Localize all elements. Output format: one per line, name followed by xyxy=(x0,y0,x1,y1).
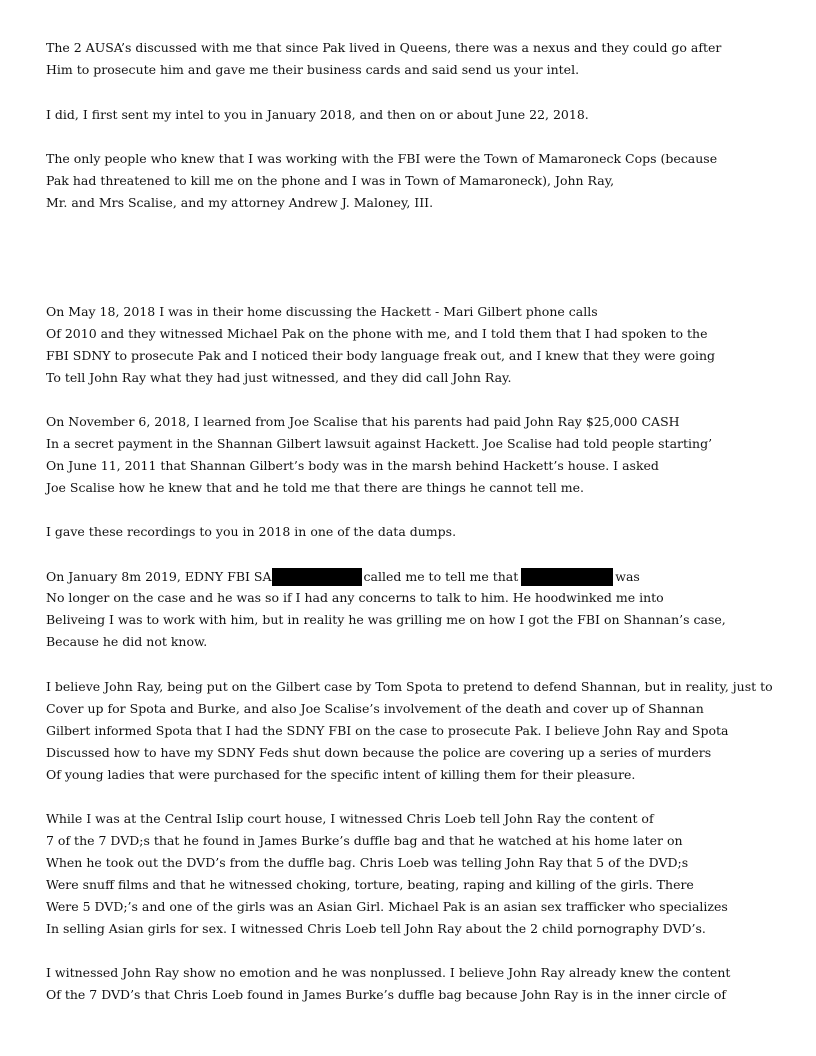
text-fragment: On January 8m 2019, EDNY FBI SA xyxy=(46,569,272,584)
text-line: Of the 7 DVD’s that Chris Loeb found in James Burke’s duffle bag because John Ray is in the inner circle of xyxy=(46,987,727,1002)
text-line: In selling Asian girls for sex. I witnessed Chris Loeb tell John Ray about the 2 child pornography DVD’s. xyxy=(46,921,706,936)
text-line: I gave these recordings to you in 2018 in one of the data dumps. xyxy=(46,524,457,539)
text-line: Discussed how to have my SDNY Feds shut down because the police are covering up a series of murders xyxy=(46,745,712,760)
text-line-with-redactions xyxy=(46,568,640,584)
text-line: Were snuff films and that he witnessed choking, torture, beating, raping and killing of the girls. There xyxy=(46,877,694,892)
text-fragment: was xyxy=(615,569,640,584)
text-line: While I was at the Central Islip court house, I witnessed Chris Loeb tell John Ray the content of xyxy=(46,811,654,826)
text-line: Him to prosecute him and gave me their business cards and said send us your intel. xyxy=(46,62,580,77)
redaction-block xyxy=(272,568,362,586)
text-line: In a secret payment in the Shannan Gilbert lawsuit against Hackett. Joe Scalise had told people starting’ xyxy=(46,436,713,451)
text-line: FBI SDNY to prosecute Pak and I noticed their body language freak out, and I knew that they were going xyxy=(46,348,716,363)
text-line: I witnessed John Ray show no emotion and he was nonplussed. I believe John Ray already knew the content xyxy=(46,965,731,980)
text-line: I believe John Ray, being put on the Gilbert case by Tom Spota to pretend to defend Shannan, but in reality, just to xyxy=(46,679,773,694)
text-line: Joe Scalise how he knew that and he told me that there are things he cannot tell me. xyxy=(46,480,585,495)
text-line: Of young ladies that were purchased for the specific intent of killing them for their pleasure. xyxy=(46,767,636,782)
text-line: Pak had threatened to kill me on the phone and I was in Town of Mamaroneck), John Ray, xyxy=(46,173,615,188)
text-line: I did, I first sent my intel to you in January 2018, and then on or about June 22, 2018. xyxy=(46,107,589,122)
text-line: On November 6, 2018, I learned from Joe Scalise that his parents had paid John Ray $25,000 CASH xyxy=(46,414,680,429)
text-fragment: called me to tell me that xyxy=(363,569,519,584)
text-line: Beliveing I was to work with him, but in reality he was grilling me on how I got the FBI on Shannan’s case, xyxy=(46,612,726,627)
text-line: Of 2010 and they witnessed Michael Pak on the phone with me, and I told them that I had spoken to the xyxy=(46,326,708,341)
text-line: 7 of the 7 DVD;s that he found in James Burke’s duffle bag and that he watched at his home later on xyxy=(46,833,683,848)
text-line: To tell John Ray what they had just witnessed, and they did call John Ray. xyxy=(46,370,512,385)
text-line: Because he did not know. xyxy=(46,634,208,649)
text-line: No longer on the case and he was so if I had any concerns to talk to him. He hoodwinked me into xyxy=(46,590,664,605)
text-line: Mr. and Mrs Scalise, and my attorney Andrew J. Maloney, III. xyxy=(46,195,434,210)
text-line: The only people who knew that I was working with the FBI were the Town of Mamaroneck Cops (because xyxy=(46,151,718,166)
text-line: On May 18, 2018 I was in their home discussing the Hackett - Mari Gilbert phone calls xyxy=(46,304,598,319)
text-line: On June 11, 2011 that Shannan Gilbert’s body was in the marsh behind Hackett’s house. I asked xyxy=(46,458,659,473)
text-line: When he took out the DVD’s from the duffle bag. Chris Loeb was telling John Ray that 5 of the DVD;s xyxy=(46,855,689,870)
text-line: Cover up for Spota and Burke, and also Joe Scalise’s involvement of the death and cover up of Shannan xyxy=(46,701,704,716)
text-line: Were 5 DVD;’s and one of the girls was an Asian Girl. Michael Pak is an asian sex trafficker who specializes xyxy=(46,899,728,914)
text-line: Gilbert informed Spota that I had the SDNY FBI on the case to prosecute Pak. I believe John Ray and Spota xyxy=(46,723,729,738)
redaction-block xyxy=(521,568,613,586)
text-line: The 2 AUSA’s discussed with me that since Pak lived in Queens, there was a nexus and they could go after xyxy=(46,40,722,55)
